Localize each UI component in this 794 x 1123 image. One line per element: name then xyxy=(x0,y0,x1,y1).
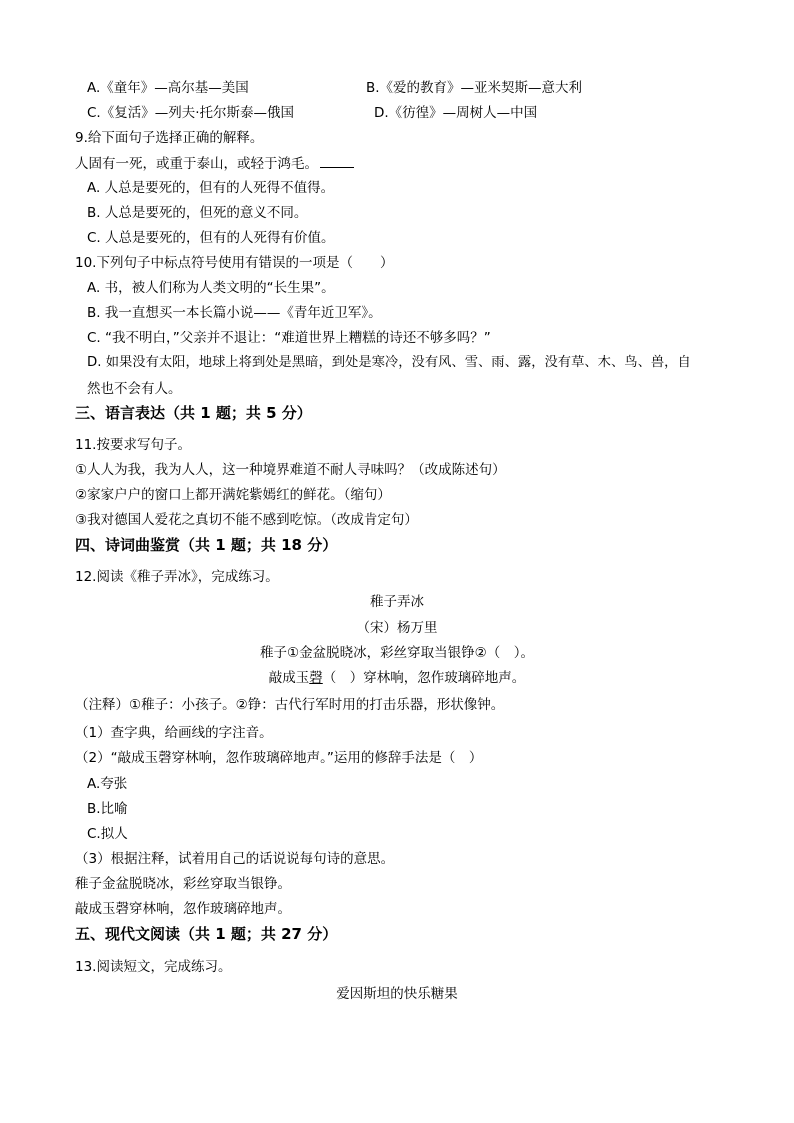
q10-option-c: C. “我不明白，”父亲并不退让：“难道世界上糟糕的诗还不够多吗？” xyxy=(87,330,491,346)
q8-option-c: C.《复活》—列夫·托尔斯泰—俄国 xyxy=(87,105,295,121)
poem-line2 xyxy=(0,668,794,688)
q11-item1: ①人人为我，我为人人，这一种境界难道不耐人寻味吗？（改成陈述句） xyxy=(75,462,506,478)
q11-item3: ③我对德国人爱花之真切不能不感到吃惊。（改成肯定句） xyxy=(75,512,418,528)
q12-sub3: （3）根据注释，试着用自己的话说说每句诗的意思。 xyxy=(75,851,395,867)
poem-underlined-char: 磬 xyxy=(309,670,323,686)
q9-sentence-row xyxy=(75,153,354,174)
poem-author: （宋）杨万里 xyxy=(356,620,438,636)
q12-sub3-line1: 稚子金盆脱晓冰，彩丝穿取当银铮。 xyxy=(75,876,291,892)
q10-stem: 10.下列句子中标点符号使用有错误的一项是（ ） xyxy=(75,255,394,271)
q13-stem: 13.阅读短文，完成练习。 xyxy=(75,959,232,975)
q12-sub1: （1）查字典，给画线的字注音。 xyxy=(75,725,273,741)
poem-line1: 稚子①金盆脱晓冰，彩丝穿取当银铮②（ ）。 xyxy=(260,645,534,661)
q9-option-b: B. 人总是要死的，但死的意义不同。 xyxy=(87,205,308,221)
poem-line2-post: （ ）穿林响，忽作玻璃碎地声。 xyxy=(322,670,526,686)
q9-sentence: 人固有一死，或重于泰山，或轻于鸿毛。 xyxy=(75,156,318,172)
q9-option-c: C. 人总是要死的，但有的人死得有价值。 xyxy=(87,230,335,246)
section4-title: 四、诗词曲鉴赏（共 1 题；共 18 分） xyxy=(75,536,338,554)
q11-item2: ②家家户户的窗口上都开满姹紫嫣红的鲜花。（缩句） xyxy=(75,487,391,503)
q12-stem: 12.阅读《稚子弄冰》，完成练习。 xyxy=(75,569,279,585)
q10-option-d-line2: 然也不会有人。 xyxy=(87,381,182,397)
q11-stem: 11.按要求写句子。 xyxy=(75,437,191,453)
section5-title: 五、现代文阅读（共 1 题；共 27 分） xyxy=(75,925,338,943)
q12-sub3-line2: 敲成玉磬穿林响，忽作玻璃碎地声。 xyxy=(75,901,291,917)
article-title: 爱因斯坦的快乐糖果 xyxy=(336,986,458,1002)
q9-stem: 9.给下面句子选择正确的解释。 xyxy=(75,130,264,146)
q8-option-b: B.《爱的教育》—亚米契斯—意大利 xyxy=(366,80,583,96)
q12-sub2-option-c: C.拟人 xyxy=(87,826,128,842)
q12-sub2-option-a: A.夸张 xyxy=(87,776,128,792)
q10-option-d-line1: D. 如果没有太阳，地球上将到处是黑暗，到处是寒冷，没有风、雪、雨、露，没有草、木、鸟、兽，自 xyxy=(87,355,691,370)
q9-option-a: A. 人总是要死的，但有的人死得不值得。 xyxy=(87,180,335,196)
poem-note: （注释）①稚子：小孩子。②铮：古代行军时用的打击乐器，形状像钟。 xyxy=(75,697,505,713)
answer-blank xyxy=(320,153,354,168)
poem-title: 稚子弄冰 xyxy=(370,594,424,610)
q8-option-a: A.《童年》—高尔基—美国 xyxy=(87,80,249,96)
poem-line2-pre: 敲成玉 xyxy=(268,670,310,686)
q10-option-b: B. 我一直想买一本长篇小说——《青年近卫军》。 xyxy=(87,305,382,321)
q8-option-d: D.《彷徨》—周树人—中国 xyxy=(374,105,538,121)
q10-option-a: A. 书，被人们称为人类文明的“长生果”。 xyxy=(87,280,335,296)
q12-sub2: （2）“敲成玉磬穿林响，忽作玻璃碎地声。”运用的修辞手法是（ ） xyxy=(75,750,483,766)
q12-sub2-option-b: B.比喻 xyxy=(87,801,128,817)
section3-title: 三、语言表达（共 1 题；共 5 分） xyxy=(75,404,312,422)
